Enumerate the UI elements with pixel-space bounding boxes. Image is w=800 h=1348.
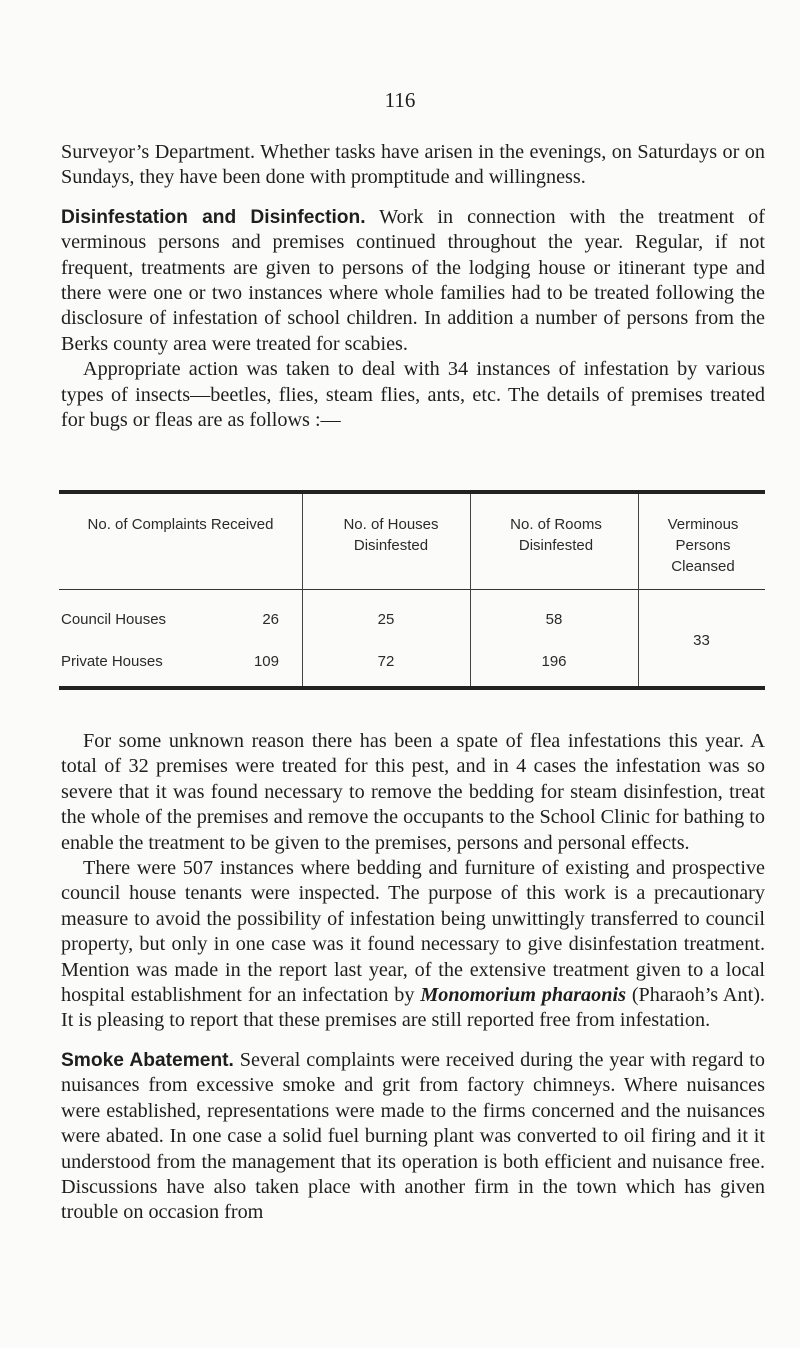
bedding-tail: (Pharaoh’s Ant). It is pleasing to report that these premises are still reported free from infestation. [61, 984, 765, 1032]
table-header-rule [59, 589, 765, 590]
table-cell: 58 [545, 611, 563, 628]
column-header: No. of Complaints Received [87, 516, 274, 533]
table-cell: 109 [253, 653, 279, 670]
column-header: Verminous Persons Cleansed [667, 516, 739, 575]
table-cell: 26 [262, 611, 279, 628]
page-number: 116 [384, 88, 416, 112]
text-block-upper [61, 140, 765, 433]
paragraph-smoke [61, 1048, 765, 1226]
table-cell: 25 [377, 611, 395, 628]
paragraph-action: Appropriate action was taken to deal with 34 instances of infestation by various types of insects—beetles, flies, steam flies, ants, etc. The details of premises treated for bugs or fleas are as follows :— [61, 358, 765, 432]
row-label: Private Houses [61, 653, 163, 670]
table-cell: 33 [693, 632, 710, 649]
column-header: No. of Houses Disinfested [343, 516, 439, 554]
text-block-lower [61, 729, 765, 1226]
paragraph-surveyor: Surveyor’s Department. Whether tasks have arisen in the evenings, on Saturdays or on Sundays, they have been done with promptitude and willingness. [61, 141, 765, 189]
paragraph-disinfestation [61, 205, 765, 357]
bedding-text: There were 507 instances where bedding and furniture of existing and prospective council house tenants were inspected. The purpose of this work is a precautionary measure to avoid the possibility of infestation being unwittingly transferred to council property, but only in one case was it found necessary to give disinfestation treatment. Mention was made in the report last year, of the extensive treatment given to a local hospital establishment for an infectation by [61, 857, 765, 1007]
species-name: Monomorium pharaonis [420, 984, 626, 1007]
table-cell: 72 [377, 653, 395, 670]
table-cell: 196 [541, 653, 567, 670]
smoke-text: Several complaints were received during the year with regard to nuisances from excessive smoke and grit from factory chimneys. Where nuisances were established, representations were made to the firms concerned and the nuisances were abated. In one case a solid fuel burning plant was converted to oil firing and it it understood from the management that its operation is both efficient and nuisance free. Discussions have also taken place with another firm in the town which has given trouble on occasion from [61, 1048, 765, 1224]
section-heading-disinfestation: Disinfestation and Disinfection. [61, 206, 366, 228]
section-heading-smoke: Smoke Abatement. [61, 1049, 234, 1071]
paragraph-bedding [61, 856, 765, 1034]
paragraph-flea: For some unknown reason there has been a spate of flea infestations this year. A total of 32 premises were treated for this pest, and in 4 cases the infestation was so severe that it was found necessary to remove the bedding for steam disinfestion, treat the whole of the premises and remove the occupants to the School Clinic for bathing to enable the treatment to be given to the premises, persons and personal effects. [61, 730, 765, 854]
column-header: No. of Rooms Disinfested [510, 516, 602, 554]
table-top-rule [59, 490, 765, 494]
infestation-table [59, 490, 765, 690]
row-label: Council Houses [61, 611, 167, 628]
table-bottom-rule [59, 686, 765, 690]
disinfestation-text: Work in connection with the treatment of verminous persons and premises continued throughout the year. Regular, if not frequent, treatments are given to persons of the lodging house or itinerant type and there were one or two instances where whole families had to be treated following the disclosure of infestation of school children. In addition a number of persons from the Berks county area were treated for scabies. [61, 205, 765, 355]
table-column-divider [638, 494, 639, 686]
